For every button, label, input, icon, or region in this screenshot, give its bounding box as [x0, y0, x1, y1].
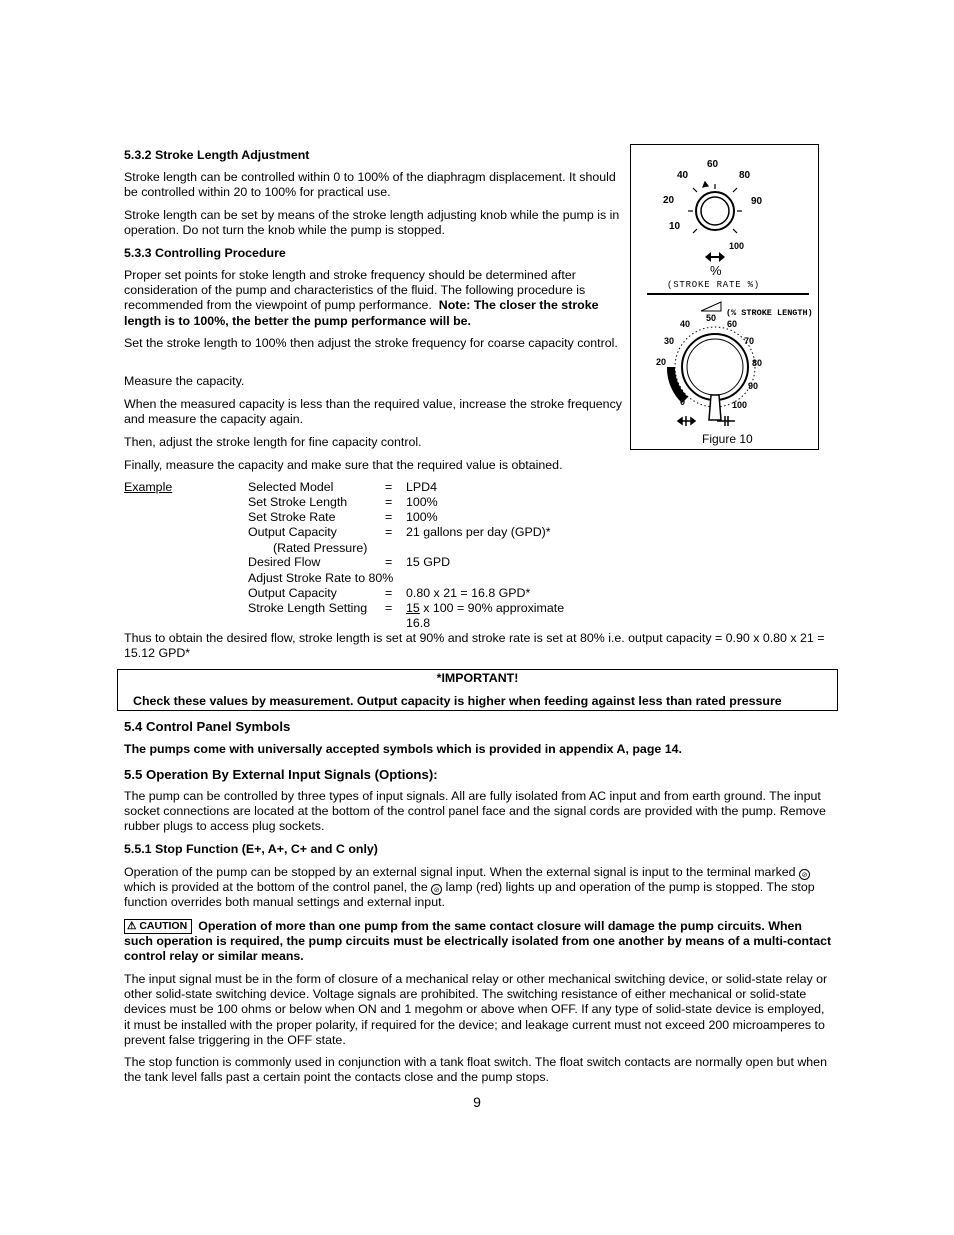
example-field: Selected Model [248, 480, 334, 494]
important-text: Check these values by measurement. Output capacity is higher when feeding against less than rated pressure [133, 694, 782, 708]
heading-5-3-3: 5.3.3 Controlling Procedure [124, 246, 286, 260]
rate-tick-label: 80 [739, 170, 751, 181]
caution-paragraph [124, 919, 832, 965]
page-number: 9 [473, 1094, 481, 1110]
example-value: 21 gallons per day (GPD)* [406, 525, 551, 539]
rate-arrow-icon [705, 252, 725, 262]
example-value: LPD4 [406, 480, 437, 494]
rate-tick-label: 10 [669, 221, 681, 232]
example-value: 100% [406, 495, 438, 509]
example-field: Output Capacity [248, 586, 337, 600]
stroke-rate-dial [663, 159, 763, 251]
rate-tick-label: 100 [729, 241, 745, 251]
rate-tick-label: 90 [751, 196, 763, 207]
example-field: Stroke Length Setting [248, 601, 368, 615]
equals-sign: = [385, 555, 393, 569]
heading-5-4: 5.4 Control Panel Symbols [124, 719, 291, 734]
paragraph: The input signal must be in the form of closure of a mechanical relay or other mechanical switching device, or solid-state relay or other solid-state switching device. Voltage signals are prohibited. The switching resistance of either mechanical or solid-state devices must be 100 ohms or below when ON and 1 megohm or above when OFF. If any type of solid-state device is employed, it must be installed with the proper polarity, if required for the device; and leakage current must not exceed 200 microamperes to prevent false triggering in the OFF state. [124, 972, 828, 1047]
paragraph: Measure the capacity. [124, 374, 245, 388]
length-tick-label: 30 [664, 336, 675, 346]
paragraph-text: lamp (red) lights up and operation of the pump is stopped. The stop function overrides both manual settings and external input. [124, 880, 815, 910]
paragraph: The pump can be controlled by three types of input signals. All are fully isolated from AC input and from earth ground. The input socket connections are located at the bottom of the control panel face and the signal cords are provided with the pump. Remove rubber plugs to access plug sockets. [124, 789, 826, 834]
important-title: *IMPORTANT! [436, 671, 519, 685]
example-label: Example [124, 480, 173, 494]
heading-5-3-2: 5.3.2 Stroke Length Adjustment [124, 148, 310, 162]
paragraph: The stop function is commonly used in conjunction with a tank float switch. The float switch contacts are normally open but when the tank level falls past a certain point the contacts close and the pump stops. [124, 1055, 827, 1085]
equals-sign: = [385, 586, 393, 600]
example-field: Adjust Stroke Rate to 80% [248, 571, 394, 585]
equals-sign: = [385, 601, 393, 615]
fraction-rest: x 100 = 90% approximate [419, 601, 565, 615]
paragraph [124, 865, 832, 911]
paragraph: Set the stroke length to 100% then adjust the stroke frequency for coarse capacity control. [124, 336, 618, 350]
paragraph: Then, adjust the stroke length for fine capacity control. [124, 435, 422, 449]
paragraph-text: which is provided at the bottom of the control panel, the [124, 880, 428, 895]
example-field: Output Capacity [248, 525, 337, 539]
example-value: 15 GPD [406, 555, 451, 569]
length-tick-label: 80 [752, 358, 763, 368]
equals-sign: = [385, 525, 393, 539]
stop-lamp-icon: ⊘ [431, 884, 442, 895]
example-field: (Rated Pressure) [273, 541, 368, 555]
equals-sign: = [385, 495, 393, 509]
important-notice [117, 669, 838, 711]
heading-5-5: 5.5 Operation By External Input Signals (Options): [124, 767, 438, 782]
example-value: 0.80 x 21 = 16.8 GPD* [406, 586, 531, 600]
caution-badge [124, 919, 192, 934]
example-field: Set Stroke Length [248, 495, 348, 509]
rate-tick-label: 20 [663, 195, 675, 206]
warning-triangle-icon: ⚠ [127, 920, 137, 932]
stroke-dials-illustration [631, 145, 818, 449]
paragraph: The pumps come with universally accepted symbols which is provided in appendix A, page 14. [124, 742, 682, 756]
rate-tick-label: 40 [677, 170, 689, 181]
fraction-numerator: 15 [406, 601, 420, 615]
paragraph [124, 268, 624, 329]
paragraph-text: Operation of the pump can be stopped by an external signal input. When the external signal is input to the terminal marked [124, 865, 796, 879]
stroke-length-label: (% STROKE LENGTH) [726, 308, 813, 318]
example-field: Set Stroke Rate [248, 510, 336, 524]
length-tick-label: 50 [706, 313, 717, 323]
equals-sign: = [385, 480, 393, 494]
length-tick-label: 90 [748, 381, 759, 391]
percent-symbol: % [710, 263, 722, 278]
paragraph: Thus to obtain the desired flow, stroke length is set at 90% and stroke rate is set at 80% i.e. output capacity = 0.90 x 0.80 x 21 = 15.12 GPD* [124, 631, 825, 661]
stop-terminal-icon: ⊘ [799, 869, 810, 880]
example-value [406, 601, 564, 616]
length-tick-label: 0 [680, 397, 686, 407]
paragraph: Stroke length can be controlled within 0 to 100% of the diaphragm displacement. It should be controlled within 20 to 100% for practical use. [124, 170, 616, 200]
length-tick-label: 70 [744, 336, 755, 346]
length-tick-label: 60 [727, 319, 738, 329]
paragraph: Stroke length can be set by means of the stroke length adjusting knob while the pump is in operation. Do not turn the knob while the pump is stopped. [124, 208, 620, 238]
rate-tick-label: 60 [707, 159, 719, 170]
fraction-denominator: 16.8 [406, 616, 431, 630]
note-text: Note: The closer the stroke length is to 100%, the better the pump performance will be. [124, 298, 599, 328]
paragraph-text: Proper set points for stoke length and stroke frequency should be determined after consideration of the pump and characteristics of the fluid. The following procedure is recommended from the viewpoint of pump performance. [124, 268, 586, 313]
stroke-length-dial [656, 313, 762, 420]
figure-caption: Figure 10 [702, 432, 753, 446]
caution-label: CAUTION [139, 920, 188, 932]
example-field: Desired Flow [248, 555, 321, 569]
wedge-icon [701, 302, 721, 311]
decrease-arrow-icon [678, 416, 695, 426]
figure-10 [630, 144, 819, 450]
paragraph: Finally, measure the capacity and make sure that the required value is obtained. [124, 458, 563, 472]
equals-sign: = [385, 510, 393, 524]
stroke-rate-label: (STROKE RATE %) [667, 280, 761, 290]
length-tick-label: 100 [732, 400, 748, 410]
length-tick-label: 20 [656, 357, 667, 367]
example-value: 100% [406, 510, 438, 524]
caution-text: Operation of more than one pump from the same contact closure will damage the pump circuits. When such operation is required, the pump circuits must be electrically isolated from one another by means of a multi-contact control relay or similar means. [124, 919, 832, 964]
pointer [709, 395, 721, 420]
length-tick-label: 40 [680, 319, 691, 329]
paragraph: When the measured capacity is less than the required value, increase the stroke frequency and measure the capacity again. [124, 397, 622, 427]
heading-5-5-1: 5.5.1 Stop Function (E+, A+, C+ and C only) [124, 842, 378, 856]
